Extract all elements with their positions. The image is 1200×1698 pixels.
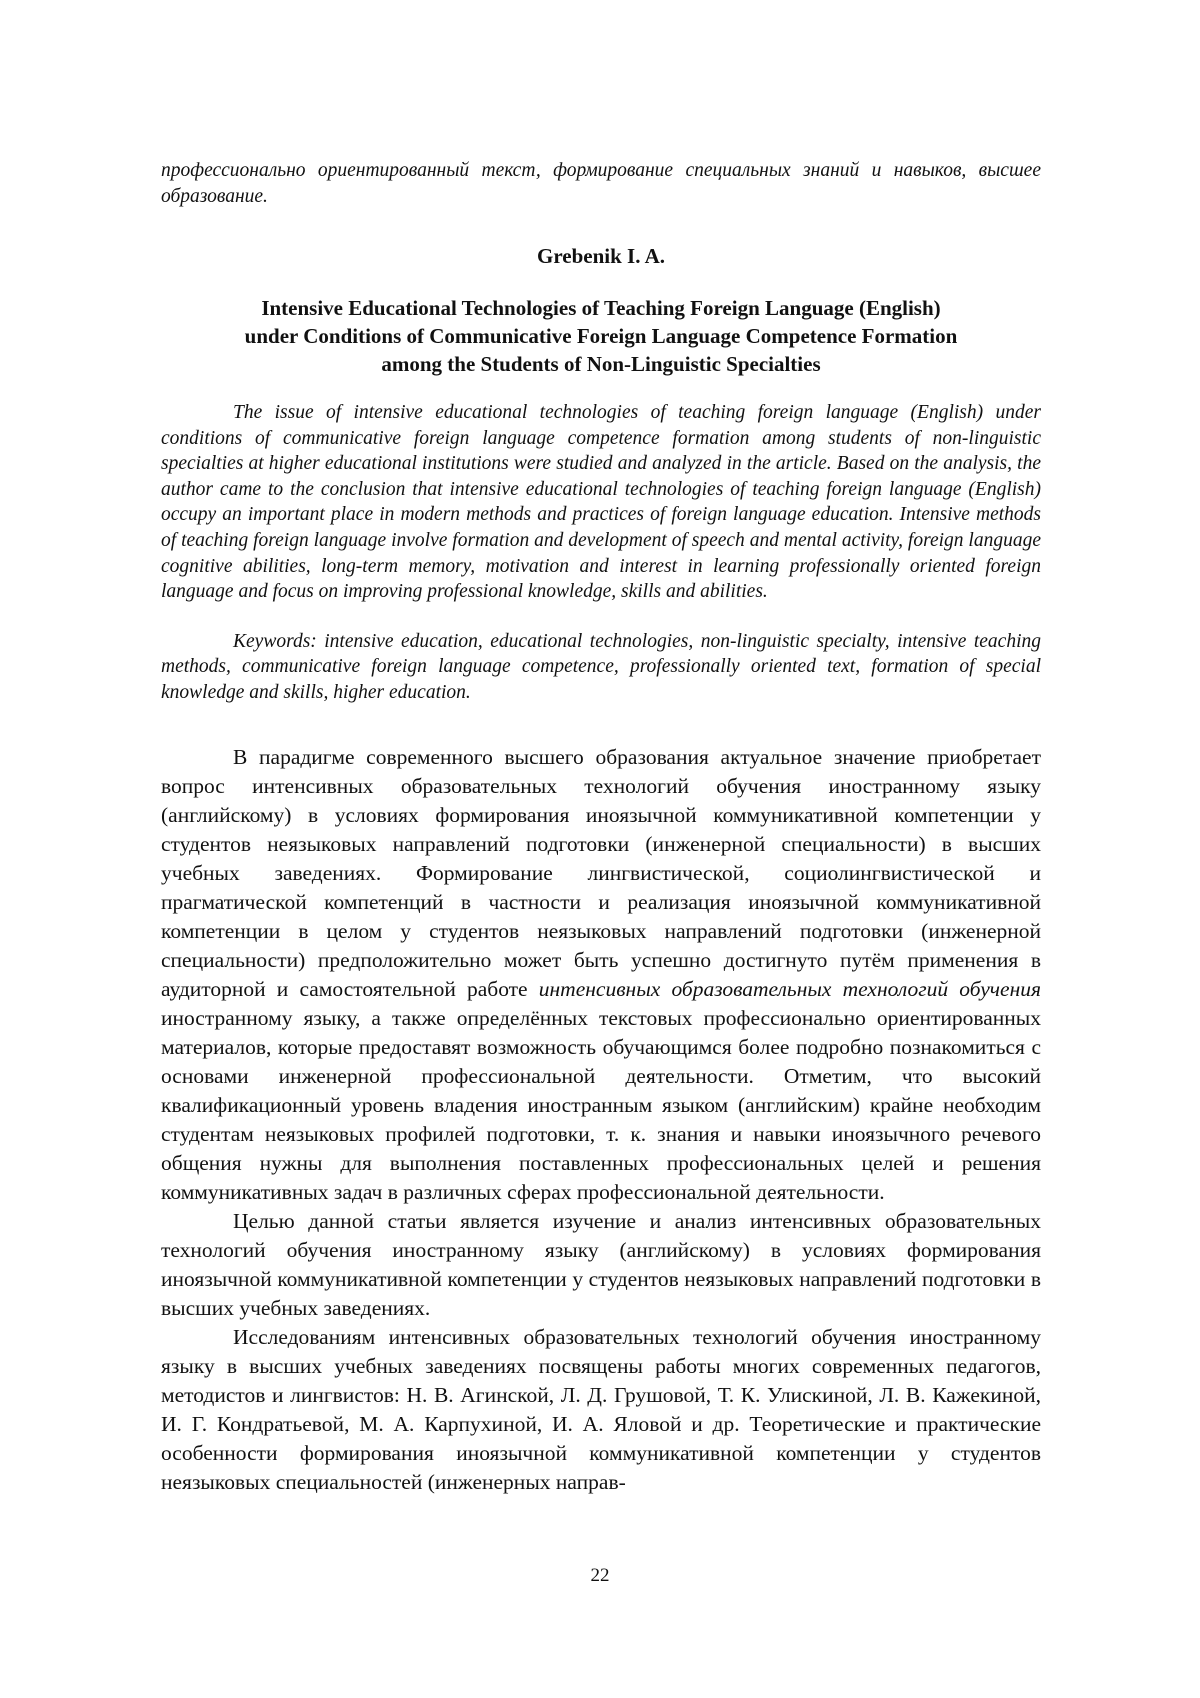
- page-content: [161, 158, 1041, 1497]
- title-line: Intensive Educational Technologies of Teaching Foreign Language (English): [261, 296, 941, 320]
- paragraph-text: В парадигме современного высшего образования актуальное значение приобретает вопрос интенсивных образовательных технологий обучения иностранному языку (английскому) в условиях формирования иноязычной коммуникативной компетенции у студентов неязыковых направлений подготовки (инженерной специальности) в высших учебных заведениях. Формирование лингвистической, социолингвистической и прагматической компетенций в частности и реализация иноязычной коммуникативной компетенции в целом у студентов неязыковых направлений подготовки (инженерной специальности) предположительно может быть успешно достигнуто путём применения в аудиторной и самостоятельной работе: [161, 744, 1041, 1001]
- body-paragraph: [161, 743, 1041, 1207]
- emphasized-term: интенсивных образовательных технологий обучения: [538, 976, 1041, 1001]
- page-number: 22: [590, 1565, 610, 1586]
- article-title: [161, 294, 1041, 378]
- english-keywords: Keywords: intensive education, educational technologies, non-linguistic specialty, intensive teaching methods, communicative foreign language competence, professionally oriented text, formation of special knowledge and skills, higher education.: [161, 630, 1041, 703]
- body-paragraph: Исследованиям интенсивных образовательных технологий обучения иностранному языку в высших учебных заведениях посвящены работы многих современных педагогов, методистов и лингвистов: Н. В. Агинской, Л. Д. Грушовой, Т. К. Улискиной, Л. В. Кажекиной, И. Г. Кондратьевой, М. А. Карпухиной, И. А. Яловой и др. Теоретические и практические особенности формирования иноязычной коммуникативной компетенции у студентов неязыковых специальностей (инженерных направ-: [161, 1324, 1041, 1494]
- title-line: under Conditions of Communicative Foreign Language Competence Formation: [244, 324, 958, 348]
- abstract: The issue of intensive educational technologies of teaching foreign language (English) under conditions of communicative foreign language competence formation among students of non-linguistic specialties at higher educational institutions were studied and analyzed in the article. Based on the analysis, the author came to the conclusion that intensive educational technologies of teaching foreign language (English) occupy an important place in modern methods and practices of foreign language education. Intensive methods of teaching foreign language involve formation and development of speech and mental activity, foreign language cognitive abilities, long-term memory, motivation and interest in learning professionally oriented foreign language and focus on improving professional knowledge, skills and abilities.: [161, 402, 1041, 603]
- author-name: Grebenik I. A.: [537, 244, 665, 268]
- paragraph-text: иностранному языку, а также определённых текстовых профессионально ориентированных материалов, которые предоставят возможность обучающимся более подробно познакомиться с основами инженерной профессиональной деятельности. Отметим, что высокий квалификационный уровень владения иностранным языком (английским) крайне необходим студентам неязыковых профилей подготовки, т. к. знания и навыки иноязычного речевого общения нужны для выполнения поставленных профессиональных целей и решения коммуникативных задач в различных сферах профессиональной деятельности.: [161, 1005, 1041, 1204]
- body-paragraph: Целью данной статьи является изучение и анализ интенсивных образовательных технологий обучения иностранному языку (английскому) в условиях формирования иноязычной коммуникативной компетенции у студентов неязыковых направлений подготовки в высших учебных заведениях.: [161, 1208, 1041, 1320]
- title-line: among the Students of Non-Linguistic Specialties: [381, 352, 821, 376]
- russian-keywords-continuation: профессионально ориентированный текст, формирование специальных знаний и навыков, высшее образование.: [161, 160, 1041, 207]
- article-body: [161, 743, 1041, 1497]
